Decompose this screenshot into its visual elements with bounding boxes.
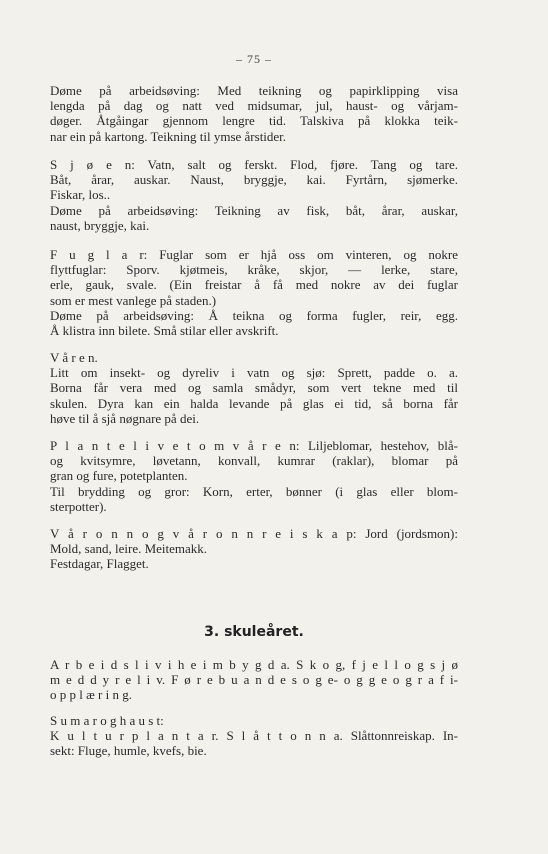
text-line: P l a n t e l i v e t o m v å r e n: Liljeblomar, hestehov, blå- [50,438,458,453]
paragraph-birds [50,247,458,338]
text-line: V å r e n. [50,350,98,365]
text-line: sterpotter). [50,498,107,514]
text-line: Døme på arbeidsøving: Med teikning og papirklipping visa [50,83,458,98]
text-line: og kvitsymre, løvetann, konvall, kumrar (raklar), blomar på [50,453,458,469]
text-line: S j ø e n: Vatn, salt og ferskt. Flod, fjøre. Tang og tare. [50,157,458,172]
text-line: Døme på arbeidsøving: Å teikna og forma fugler, reir, egg. [50,307,458,323]
text-line: m e d d y r e l i v. F ø r e b u a n d e s o g e- o g g e o g r a f i- [50,672,458,688]
text-line: V å r o n n o g v å r o n n r e i s k a p: Jord (jordsmon): [50,526,458,541]
text-line: A r b e i d s l i v i h e i m b y g d a. S k o g, f j e l l o g s j ø [50,657,458,672]
text-line: sekt: Fluge, humle, kvefs, bie. [50,743,207,759]
text-line: Fiskar, los.. [50,187,111,203]
paragraph-day-night [50,83,458,144]
text-line: o p p l æ r i n g. [50,687,132,703]
text-line: K u l t u r p l a n t a r. S l å t t o n n a. Slåttonnreiskap. In- [50,728,458,744]
paragraph-summer-autumn [50,713,458,759]
text-line: høve til å sjå nøgnare på dei. [50,410,200,426]
text-line: døger. Åtgåingar gjennom lengre tid. Talskiva på klokka teik- [50,113,458,129]
text-line: lengda på dag og natt ved midsumar, jul, haust- og vårjam- [50,98,458,114]
text-line: F u g l a r: Fuglar som er hjå oss om vinteren, og nokre [50,247,458,262]
paragraph-plantlife [50,438,458,514]
text-line: nar ein på kartong. Teikning til ymse årstider. [50,128,287,144]
paragraph-spring-tillage [50,526,458,572]
text-line: flyttfuglar: Sporv. kjøtmeis, kråke, skjor, — lerke, stare, [50,262,458,278]
text-line: Festdagar, Flagget. [50,556,149,572]
paragraph-sea [50,157,458,233]
text-line: skulen. Dyra kan ein halda levande på glas ei tid, så borna får [50,395,458,411]
text-line: som er mest vanlege på staden.) [50,292,217,308]
text-line: Borna får vera med og samla smådyr, som vert tekne med til [50,380,458,396]
paragraph-spring [50,350,458,426]
text-line: Båt, årar, auskar. Naust, bryggje, kai. Fyrtårn, sjømerke. [50,172,458,188]
text-line: S u m a r o g h a u s t: [50,713,164,728]
text-line: gran og fure, potetplanten. [50,468,188,484]
paragraph-work-life [50,657,458,703]
section-heading: 3. skuleåret. [204,624,304,640]
text-line: Døme på arbeidsøving: Teikning av fisk, båt, årar, auskar, [50,202,458,218]
text-line: Å klistra inn bilete. Små stilar eller avskrift. [50,323,279,339]
page-number: – 75 – [236,52,272,66]
text-line: Mold, sand, leire. Meitemakk. [50,541,208,557]
text-line: naust, bryggje, kai. [50,217,150,233]
text-line: Til brydding og gror: Korn, erter, bønner (i glas eller blom- [50,483,458,499]
text-line: Litt om insekt- og dyreliv i vatn og sjø: Sprett, padde o. a. [50,365,458,381]
text-line: erle, gauk, svale. (Ein freistar å få med nokre av dei fuglar [50,277,458,293]
